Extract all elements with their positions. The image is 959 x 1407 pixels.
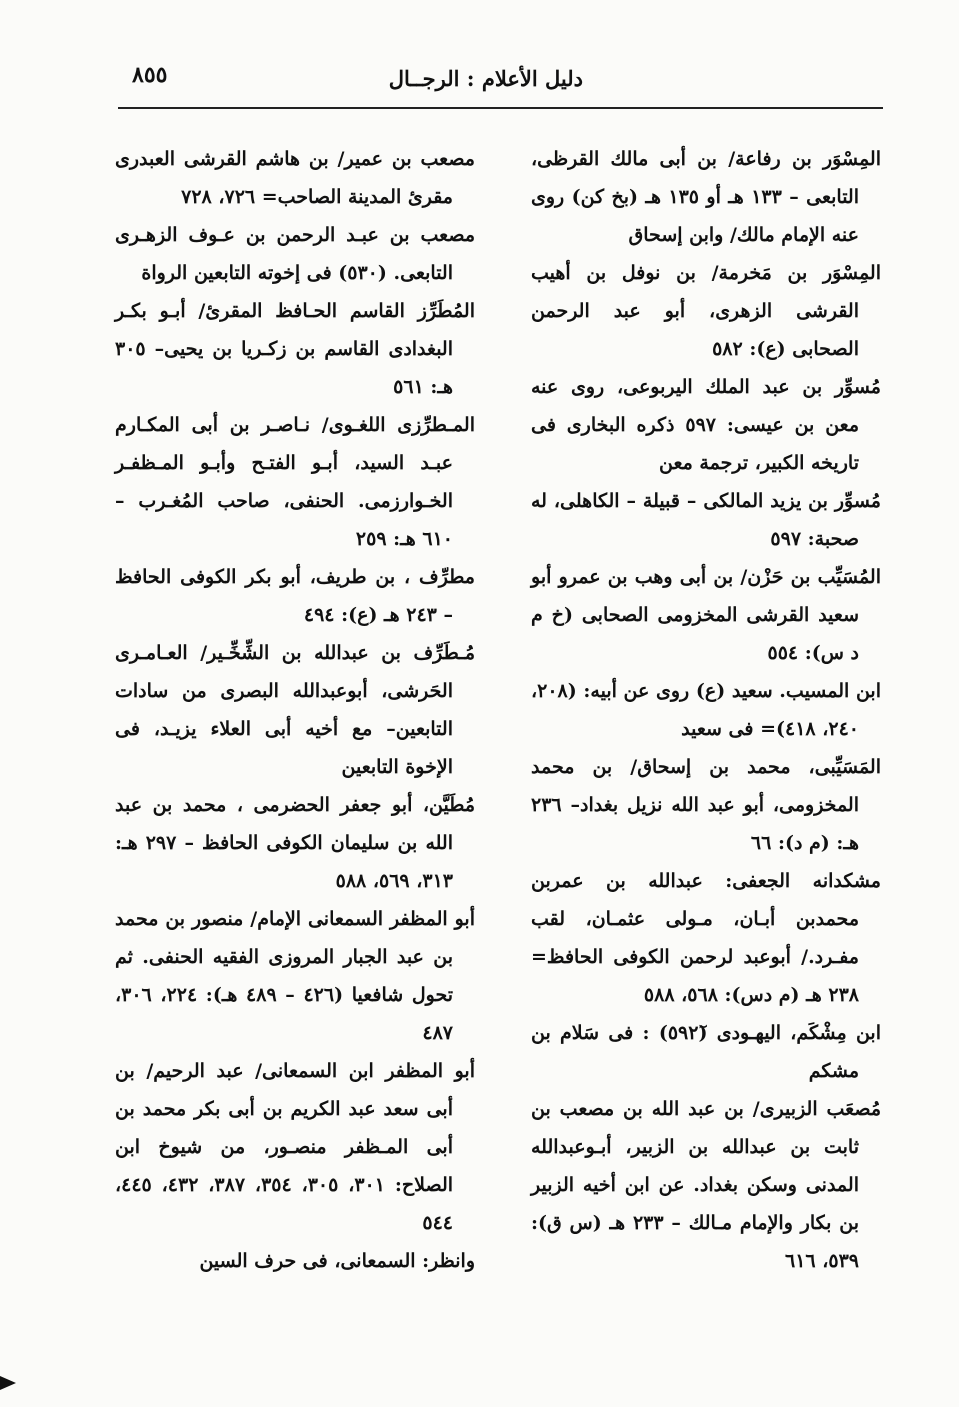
left-column [115,140,475,1280]
index-entry: مصعب بن عبـد الرحمن بن عـوف الزهـرى التابعى. (٥٣٠) فى إخوته التابعين الرواة [115,224,475,284]
index-entry: مُطَيَّن، أبو جعفر الحضرمى ، محمد بن عبد الله بن سليمان الكوفى الحافظ – ٢٩٧ هـ: ٣١٣، ٥٦٩، ٥٨٨ [115,794,475,892]
index-entry: المُسَيِّب بن حَزْن/ بن أبى وهب بن عمرو أبو سعيد القرشى المخزومى الصحابى (خ م د س): ٥٥٤ [531,566,881,664]
index-entry: المُطَرِّز القاسم الحـافظ المقرئ/ أبـو بكـر البغدادى القاسم بن زكـريا بن يحيى– ٣٠٥ هـ: ٥٦١ [115,300,475,398]
index-entry: وانظر: السمعانى، فى حرف السين [199,1250,475,1272]
index-entry: مُسوِّر بن يزيد المالكى – قبيلة – الكاهلى، له صحبة: ٥٩٧ [531,490,881,550]
corner-mark [0,1376,16,1390]
page-number: ٨٥٥ [132,62,168,88]
index-entry: مُصعَب الزبيرى/ بن عبد الله بن مصعب بن ثابت بن عبدالله بن الزبير، أبـوعبدالله المدنى وسكن بغداد. عن ابن أخيه الزبير بن بكار والإمام مـالك – ٢٣٣ هـ (س ق): ٥٣٩، ٦١٦ [531,1098,881,1272]
index-entry: مطرِّف ، بن طريف، أبو بكر الكوفى الحافظ – ٢٤٣ هـ (ع): ٤٩٤ [115,566,475,626]
index-entry: ابن المسيب. سعيد (ع) روى عن أبيه: (٢٠٨، ٢٤٠، ٤١٨)= فى سعيد [531,680,881,740]
index-entry: مُسوِّر بن عبد الملك اليربوعى، روى عنه معن بن عيسى: ٥٩٧ ذكره البخارى فى تاريخه الكبير، ترجمة معن [531,376,881,474]
index-entry: ابن مِشْكَم، اليهـودى (٥٩٢ٓ) : فى سَلام بن مشكم [531,1022,881,1082]
index-entry: المَسَيِّبى، محمد بن إسحاق/ بن محمد المخزومى، أبو عبد الله نزيل بغداد– ٢٣٦ هـ: (م د): ٦٦ [531,756,881,854]
index-entry: مشكدانه الجعفى: عبدالله بن عمربن محمدبن أبـان، مـولى عثمـان، لقب مفـرد./ أبوعبد لرحمن الكوفى الحافظ= ٢٣٨ هـ (م دس): ٥٦٨، ٥٨٨ [531,870,881,1006]
index-entry: مُـطَرِّف بن عبدالله بن الشِّخِّـير/ العـامـرى الحَرشى، أبوعبدالله البصرى من سادات التابعين– مع أخيه أبى العلاء يزيـد، فى الإخوة التابعين [115,642,475,778]
index-entry: المـطرِّزى اللغـوى/ نـاصـر بن أبى المكـارم عبـد السيد، أبـو الفتـح وأبـو المـظفـر الخـوارزمى. الحنفى، صاحب المُغـرب – ٦١٠ هـ: ٢٥٩ [115,414,475,550]
index-entry: أبو المظفر السمعانى الإمام/ منصور بن محمد بن عبد الجبار المروزى الفقيه الحنفى. ثم تحول شافعيا (٤٢٦ – ٤٨٩ هـ): ٢٢٤، ٣٠٦، ٤٨٧ [115,908,475,1044]
index-entry: المِسْوَر بن مَخرمة/ بن نوفل بن أهيب القرشى الزهرى، أبو عبد الرحمن الصحابى (ع): ٥٨٢ [531,262,881,360]
running-title: دليل الأعلام : الرجــال [388,66,583,91]
index-entry: مصعب بن عمير/ بن هاشم القرشى العبدرى مقرئ المدينة الصاحب= ٧٢٦، ٧٢٨ [115,148,475,208]
header-rule [118,107,883,109]
page-header [118,62,883,102]
right-column [531,140,881,1280]
index-entry: أبو المظفر ابن السمعانى/ عبد الرحيم/ بن أبى سعد عبد الكريم بن أبى بكر محمد بن أبى المـظفر منصـور، من شيوخ ابن الصلاح: ٣٠١، ٣٠٥، ٣٥٤، ٣٨٧، ٤٣٢، ٤٤٥، ٥٤٤ [115,1060,475,1234]
index-entry: المِسْوَر بن رفاعة/ بن أبى مالك القرظى، التابعى – ١٣٣ هـ أو ١٣٥ هـ (بخ كن) روى عنه الإمام مالك/ وابن إسحاق [531,148,881,246]
